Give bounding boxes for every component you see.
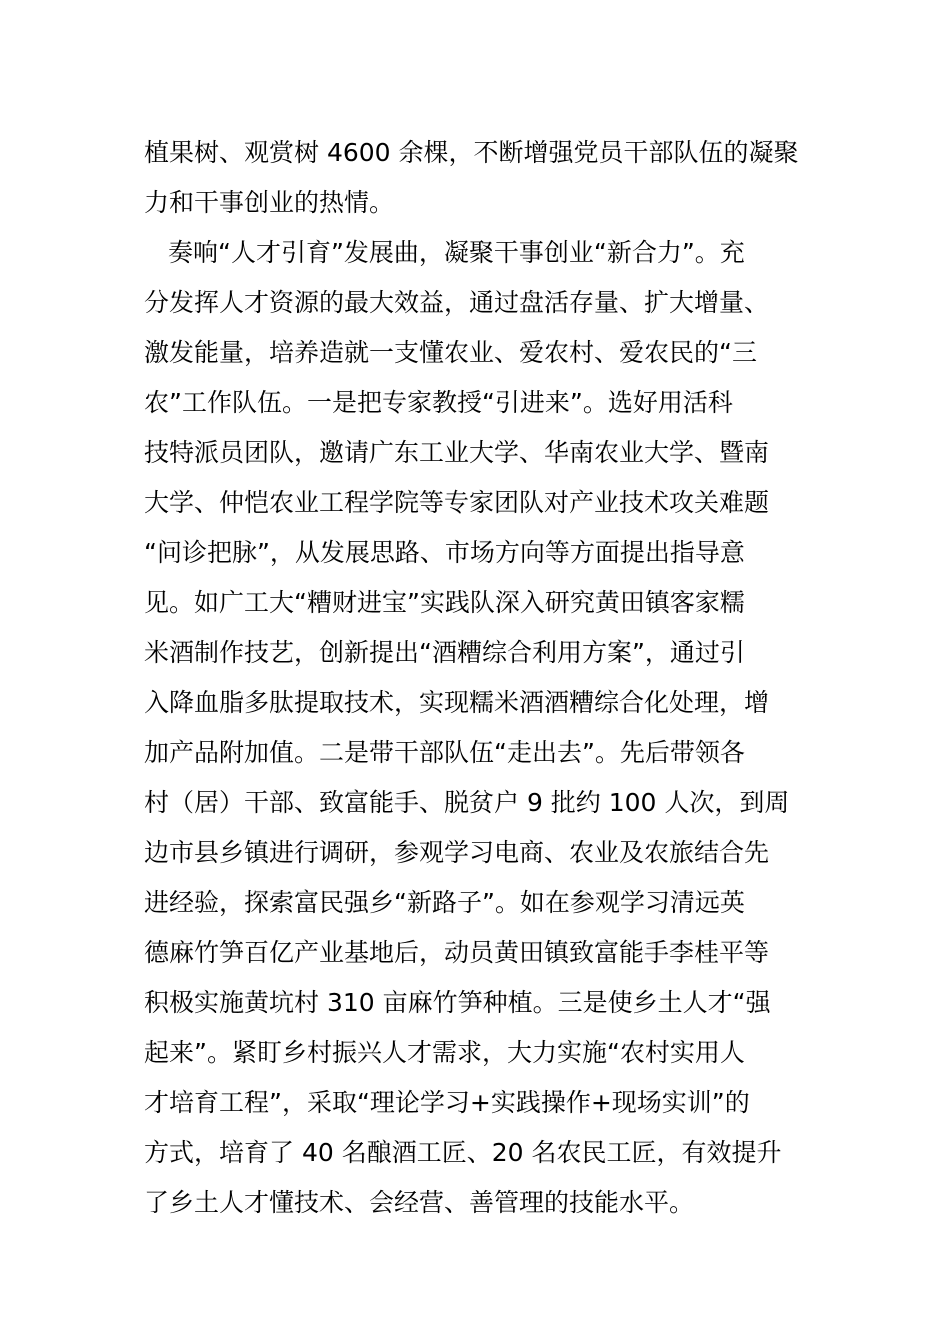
text-line: 加产品附加值。二是带干部队伍“走出去”。先后带领各 xyxy=(144,738,745,767)
paragraph-first-line: 奏响“人才引育”发展曲，凝聚干事创业“新合力”。充 xyxy=(168,238,745,267)
text-line: 了乡土人才懂技术、会经营、善管理的技能水平。 xyxy=(144,1188,695,1217)
text-line: 入降血脂多肽提取技术，实现糯米酒酒糟综合化处理，增 xyxy=(144,688,770,717)
text-line: 积极实施黄坑村 310 亩麻竹笋种植。三是使乡土人才“强 xyxy=(144,988,771,1017)
text-line: 农”工作队伍。一是把专家教授“引进来”。选好用活科 xyxy=(144,388,733,417)
text-line: 米酒制作技艺，创新提出“酒糟综合利用方案”，通过引 xyxy=(144,638,745,667)
text-line: “问诊把脉”，从发展思路、市场方向等方面提出指导意 xyxy=(144,538,745,567)
text-line: 大学、仲恺农业工程学院等专家团队对产业技术攻关难题 xyxy=(144,488,770,517)
text-line: 见。如广工大“糟财进宝”实践队深入研究黄田镇客家糯 xyxy=(144,588,745,617)
text-line: 激发能量，培养造就一支懂农业、爱农村、爱农民的“三 xyxy=(144,338,757,367)
text-line: 边市县乡镇进行调研，参观学习电商、农业及农旅结合先 xyxy=(144,838,770,867)
text-line: 植果树、观赏树 4600 余棵，不断增强党员干部队伍的凝聚 xyxy=(144,138,799,167)
text-line: 方式，培育了 40 名酿酒工匠、20 名农民工匠，有效提升 xyxy=(144,1138,782,1167)
text-line: 技特派员团队，邀请广东工业大学、华南农业大学、暨南 xyxy=(144,438,770,467)
body-text xyxy=(144,128,808,1228)
text-line: 分发挥人才资源的最大效益，通过盘活存量、扩大增量、 xyxy=(144,288,770,317)
text-line: 才培育工程”，采取“理论学习+实践操作+现场实训”的 xyxy=(144,1088,750,1117)
text-line: 力和干事创业的热情。 xyxy=(144,188,395,217)
text-line: 德麻竹笋百亿产业基地后，动员黄田镇致富能手李桂平等 xyxy=(144,938,770,967)
text-line: 进经验，探索富民强乡“新路子”。如在参观学习清远英 xyxy=(144,888,745,917)
text-line: 起来”。紧盯乡村振兴人才需求，大力实施“农村实用人 xyxy=(144,1038,745,1067)
text-line: 村（居）干部、致富能手、脱贫户 9 批约 100 人次，到周 xyxy=(144,788,790,817)
